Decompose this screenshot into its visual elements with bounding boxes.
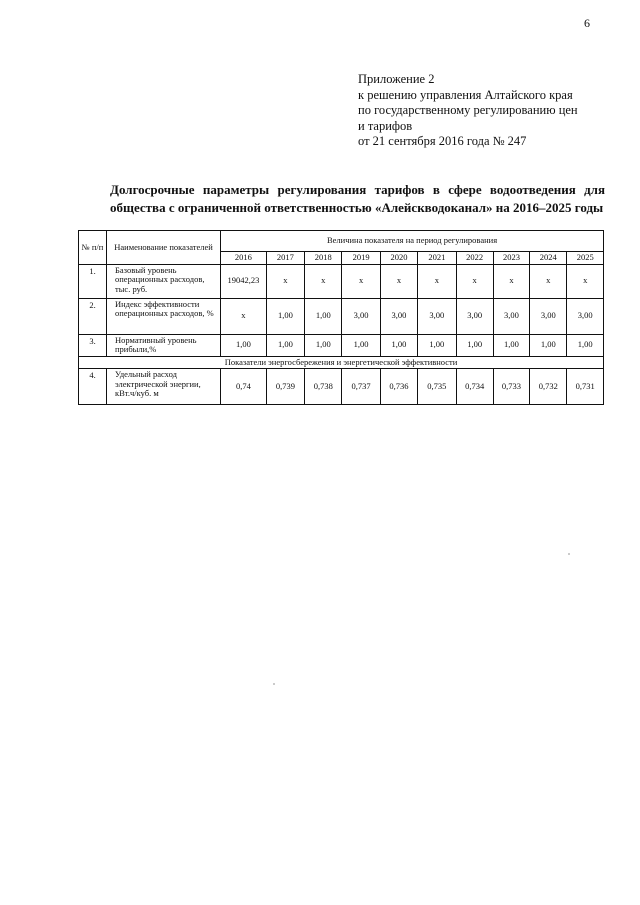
header-year: 2023 xyxy=(493,252,529,265)
row-value: 3,00 xyxy=(567,298,604,334)
section-header-row xyxy=(79,356,604,369)
row-value: 1,00 xyxy=(342,334,380,356)
row-value: 0,739 xyxy=(266,369,304,405)
row-value: 0,737 xyxy=(342,369,380,405)
row-value: 1,00 xyxy=(266,334,304,356)
row-num: 2. xyxy=(79,298,107,334)
row-value: 19042,23 xyxy=(221,264,267,298)
row-value: х xyxy=(530,264,567,298)
document-title: Долгосрочные параметры регулирования тарифов в сфере водоотведения для общества с ограниченной ответственностью «Алейскводоканал» на 2016–2025 годы xyxy=(110,182,605,215)
appendix-block xyxy=(358,72,578,150)
row-value: 1,00 xyxy=(530,334,567,356)
row-value: 0,738 xyxy=(305,369,342,405)
row-value: 1,00 xyxy=(567,334,604,356)
section-title: Показатели энергосбережения и энергетической эффективности xyxy=(79,356,604,369)
appendix-line: Приложение 2 xyxy=(358,72,435,86)
row-value: 1,00 xyxy=(456,334,493,356)
appendix-line: к решению управления Алтайского края xyxy=(358,87,573,102)
row-value: 0,732 xyxy=(530,369,567,405)
row-value: 1,00 xyxy=(266,298,304,334)
header-name: Наименование показателей xyxy=(107,231,221,265)
row-value: 1,00 xyxy=(221,334,267,356)
row-value: 1,00 xyxy=(380,334,417,356)
row-value: х xyxy=(266,264,304,298)
row-name: Удельный расход электрической энергии, кВт.ч/куб. м xyxy=(107,369,221,405)
row-name: Нормативный уровень прибыли,% xyxy=(107,334,221,356)
row-value: х xyxy=(221,298,267,334)
header-year: 2021 xyxy=(418,252,456,265)
row-value: х xyxy=(418,264,456,298)
row-value: х xyxy=(567,264,604,298)
row-value: 3,00 xyxy=(493,298,529,334)
header-year: 2017 xyxy=(266,252,304,265)
row-value: 0,735 xyxy=(418,369,456,405)
row-value: 0,736 xyxy=(380,369,417,405)
table-row xyxy=(79,369,604,405)
row-value: 0,731 xyxy=(567,369,604,405)
row-value: х xyxy=(305,264,342,298)
scan-speck xyxy=(273,683,275,685)
row-value: 0,74 xyxy=(221,369,267,405)
parameters-table xyxy=(78,230,604,405)
header-year: 2018 xyxy=(305,252,342,265)
header-year: 2016 xyxy=(221,252,267,265)
header-year: 2022 xyxy=(456,252,493,265)
header-period: Величина показателя на период регулирования xyxy=(221,231,604,252)
row-value: 1,00 xyxy=(305,334,342,356)
row-value: 3,00 xyxy=(342,298,380,334)
table-header-row xyxy=(79,231,604,252)
appendix-line: по государственному регулированию цен xyxy=(358,103,578,117)
header-year: 2025 xyxy=(567,252,604,265)
row-value: 0,733 xyxy=(493,369,529,405)
row-value: 3,00 xyxy=(380,298,417,334)
row-value: 0,734 xyxy=(456,369,493,405)
header-num: № п/п xyxy=(79,231,107,265)
row-value: х xyxy=(342,264,380,298)
row-value: 3,00 xyxy=(456,298,493,334)
row-name: Базовый уровень операционных расходов, тыс. руб. xyxy=(107,264,221,298)
row-value: х xyxy=(456,264,493,298)
row-value: х xyxy=(380,264,417,298)
appendix-line: и тарифов xyxy=(358,118,413,133)
page-number: 6 xyxy=(584,16,590,30)
row-name: Индекс эффективности операционных расходов, % xyxy=(107,298,221,334)
appendix-line: от 21 сентября 2016 года № 247 xyxy=(358,134,527,148)
row-value: 1,00 xyxy=(305,298,342,334)
row-num: 3. xyxy=(79,334,107,356)
row-value: 1,00 xyxy=(493,334,529,356)
scan-speck xyxy=(568,553,570,555)
row-num: 1. xyxy=(79,264,107,298)
table-row xyxy=(79,264,604,298)
row-value: 3,00 xyxy=(418,298,456,334)
row-value: х xyxy=(493,264,529,298)
row-value: 1,00 xyxy=(418,334,456,356)
row-num: 4. xyxy=(79,369,107,405)
header-year: 2019 xyxy=(342,252,380,265)
table-row xyxy=(79,298,604,334)
header-year: 2024 xyxy=(530,252,567,265)
table-row xyxy=(79,334,604,356)
header-year: 2020 xyxy=(380,252,417,265)
row-value: 3,00 xyxy=(530,298,567,334)
